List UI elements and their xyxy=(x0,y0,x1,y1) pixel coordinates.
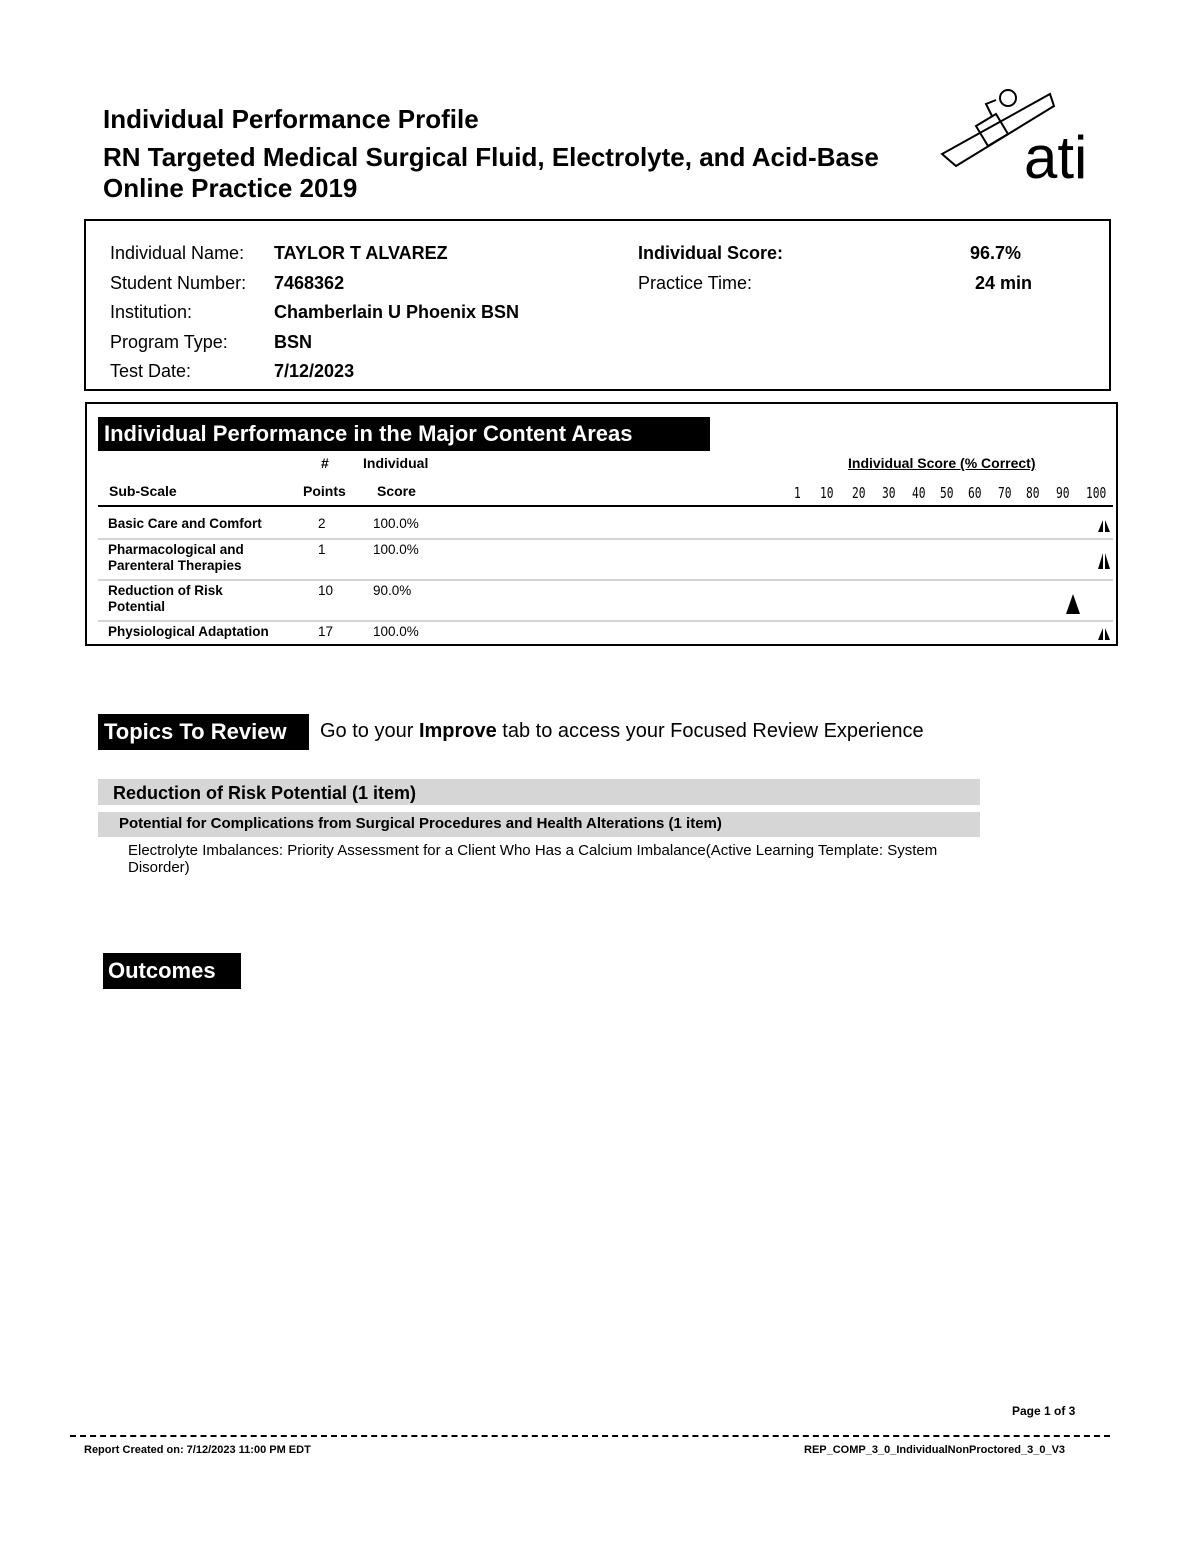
row-divider xyxy=(98,579,1113,581)
individual-score-value: 96.7% xyxy=(970,243,1022,263)
assessment-title: RN Targeted Medical Surgical Fluid, Electrolyte, and Acid-Base Online Practice 2019 xyxy=(103,142,879,203)
subscale-name: Reduction of Risk Potential xyxy=(108,583,223,614)
individual-score-label: Individual Score: xyxy=(638,243,784,263)
topics-label: Topics To Review xyxy=(98,714,309,750)
score-value: 100.0% xyxy=(373,516,419,531)
institution-label: Institution: xyxy=(110,302,193,322)
header-hash: # xyxy=(321,455,329,471)
topics-instruction xyxy=(320,720,924,743)
points-value: 1 xyxy=(318,542,326,557)
chart-tick: 90 xyxy=(1056,484,1070,502)
name-value: TAYLOR T ALVAREZ xyxy=(274,243,448,263)
chart-tick: 40 xyxy=(912,484,926,502)
performance-title: Individual Performance in the Major Content Areas xyxy=(98,417,710,451)
header-score: Score xyxy=(377,483,416,499)
chart-tick: 100 xyxy=(1086,484,1107,502)
chart-tick: 10 xyxy=(820,484,834,502)
chart-tick: 20 xyxy=(852,484,866,502)
subscale-name: Physiological Adaptation xyxy=(108,624,269,639)
name-label: Individual Name: xyxy=(110,243,245,263)
header-points: Points xyxy=(303,483,346,499)
outcomes-label: Outcomes xyxy=(103,953,241,989)
ati-logo-text: ati xyxy=(1024,124,1088,186)
topic-subcategory: Potential for Complications from Surgical Procedures and Health Alterations (1 item) xyxy=(98,812,980,837)
page-title: Individual Performance Profile xyxy=(103,104,479,134)
topic-category: Reduction of Risk Potential (1 item) xyxy=(98,779,980,805)
report-created: Report Created on: 7/12/2023 11:00 PM EDT xyxy=(84,1444,311,1456)
header-rule xyxy=(98,505,1113,507)
points-value: 10 xyxy=(318,583,334,598)
practice-time-value: 24 min xyxy=(975,273,1033,293)
footer-divider xyxy=(70,1435,1110,1437)
subscale-name: Pharmacological and Parenteral Therapies xyxy=(108,542,244,573)
chart-tick: 70 xyxy=(998,484,1012,502)
program-type-value: BSN xyxy=(274,332,313,352)
topics-text-post: tab to access your Focused Review Experience xyxy=(496,720,924,742)
points-value: 17 xyxy=(318,624,334,639)
chart-tick: 60 xyxy=(968,484,982,502)
header-subscale: Sub-Scale xyxy=(109,483,177,499)
chart-tick: 50 xyxy=(940,484,954,502)
institution-value: Chamberlain U Phoenix BSN xyxy=(274,302,520,322)
points-value: 2 xyxy=(318,516,326,531)
header-individual: Individual xyxy=(363,455,429,471)
page-number: Page 1 of 3 xyxy=(1012,1404,1076,1418)
test-date-label: Test Date: xyxy=(110,361,192,381)
student-number-label: Student Number: xyxy=(110,273,247,293)
improve-tab-text: Improve xyxy=(418,720,497,742)
score-marker xyxy=(1098,628,1110,640)
ati-logo xyxy=(936,86,1106,186)
subscale-name: Basic Care and Comfort xyxy=(108,516,262,531)
topic-item: Electrolyte Imbalances: Priority Assessment for a Client Who Has a Calcium Imbalance(Active Learning Template: System Disorder) xyxy=(128,842,938,876)
score-marker xyxy=(1098,520,1110,532)
score-value: 90.0% xyxy=(373,583,412,598)
practice-time-label: Practice Time: xyxy=(638,273,753,293)
test-date-value: 7/12/2023 xyxy=(274,361,355,381)
score-value: 100.0% xyxy=(373,624,419,639)
row-divider xyxy=(98,538,1113,540)
student-number-value: 7468362 xyxy=(274,273,345,293)
chart-tick: 1 xyxy=(794,484,801,502)
score-value: 100.0% xyxy=(373,542,419,557)
score-marker xyxy=(1066,594,1080,614)
topics-text-pre: Go to your xyxy=(320,720,419,742)
row-divider xyxy=(98,620,1113,622)
report-code: REP_COMP_3_0_IndividualNonProctored_3_0_V3 xyxy=(804,1444,1066,1456)
chart-tick: 80 xyxy=(1026,484,1040,502)
chart-tick: 30 xyxy=(882,484,896,502)
chart-title: Individual Score (% Correct) xyxy=(848,455,1036,471)
program-type-label: Program Type: xyxy=(110,332,228,352)
score-marker xyxy=(1098,553,1110,569)
